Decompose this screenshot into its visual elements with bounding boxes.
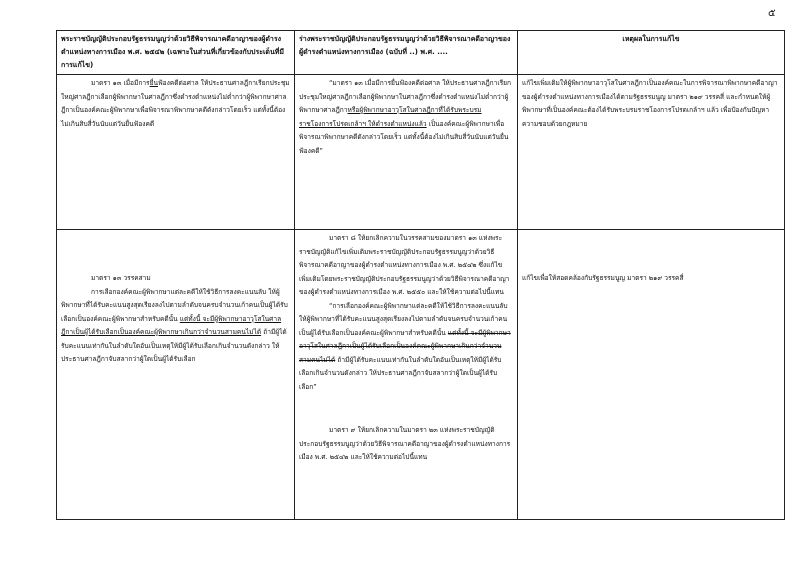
reason-1: แก้ไขเพิ่มเติมให้ผู้พิพากษาอาวุโสในศาลฎีกาเป็นองค์คณะในการพิจารณาพิพากษาคดีอาญาของผู้ดำรงตำแหน่งทางการเมืองได้ตามรัฐธรรมนูญ มาตรา ๒๑๙ วรรคสี่ และกำหนดให้ผู้พิพากษาที่เป็นองค์คณะต้องได้รับพระบรมราชโองการโปรดเกล้าฯ แล้ว เพื่อป้องกันปัญหาความชอบด้วยกฎหมาย	[522, 79, 778, 128]
text-span: มาตรา ๑๓ เมื่อมีการ	[91, 79, 150, 87]
spacer	[299, 394, 513, 424]
text-span: ฟ้องคดีต่อศาล ให้ประธานศาลฎีกาเรียกประชุมใหญ่ศาลฎีกาเลือกผู้พิพากษาในศาลฎีกาซึ่งดำรงตำแหน่งไม่ต่ำกว่าผู้พิพากษาศาลฎีกาเป็นองค์คณะผู้พิพากษาเพื่อพิจารณาพิพากษาคดีดังกล่าวโดยเร็ว แต่ทั้งนี้ต้องไม่เกินสิบสี่วันนับแต่วันยื่นฟ้องคดี	[61, 79, 290, 128]
current-section-13-para3	[61, 286, 290, 367]
reason-2: แก้ไขเพื่อให้สอดคล้องกับรัฐธรรมนูญ มาตรา ๒๑๙ วรรคสี่	[522, 274, 684, 282]
struck-text: แต่ทั้งนี้ จะมีผู้พิพากษาอาวุโสในศาลฎีกาเป็นผู้ได้รับเลือกเป็นองค์คณะผู้พิพากษาเกินกว่าจำนวนสามคนไม่ได้	[299, 328, 511, 364]
underlined-text: ยื่น	[149, 79, 158, 87]
page-number: ๕	[768, 8, 776, 19]
underlined-text: หรือผู้พิพากษาอาวุโสในศาลฎีกาที่ได้รับพระบรมราชโองการโปรดเกล้าฯ ให้ดำรงตำแหน่งแล้ว	[299, 106, 482, 128]
text-span: “มาตรา ๑๓ เมื่อมีการยื่นฟ้องคดีต่อศาล ให้ประธานศาลฎีกาเรียกประชุมใหญ่ศาลฎีกาเลือกผู้พิพากษาในศาลฎีกาซึ่งดำรงตำแหน่งไม่ต่ำกว่าผู้พิพากษาศาลฎีกา	[299, 79, 511, 114]
text-span: ถ้ามีผู้ได้รับคะแนนเท่ากันในลำดับใดอันเป็นเหตุให้มีผู้ได้รับเลือกเกินจำนวนดังกล่าว ให้ประธานศาลฎีกาจับสลากว่าผู้ใดเป็นผู้ได้รับเลือก”	[299, 355, 502, 391]
text-span: ถ้ามีผู้ได้รับคะแนนเท่ากันในลำดับใดอันเป็นเหตุให้มีผู้ได้รับเลือกเกินจำนวนดังกล่าว ให้ประธานศาลฎีกาจับสลากว่าผู้ใดเป็นผู้ได้รับเลือก	[61, 328, 287, 363]
draft-section-13-para3	[299, 300, 513, 395]
section-13-para3-row	[57, 230, 785, 520]
reason-cell	[518, 230, 785, 520]
current-law-cell	[57, 230, 295, 520]
section-13-row	[57, 75, 785, 230]
text-span: เป็นองค์คณะผู้พิพากษาเพื่อพิจารณาพิพากษาคดีดังกล่าวโดยเร็ว แต่ทั้งนี้ต้องไม่เกินสิบสี่วันนับแต่วันยื่นฟ้องคดี”	[299, 119, 509, 155]
underlined-text: แต่ทั้งนี้ จะมีผู้พิพากษาอาวุโสในศาลฎีกาเป็นผู้ได้รับเลือกเป็นองค์คณะผู้พิพากษาเกินกว่าจำนวนสามคนไม่ได้	[61, 314, 282, 336]
header-row	[57, 31, 785, 75]
draft-section-13	[299, 77, 513, 158]
current-section-13-para3-title: มาตรา ๑๓ วรรคสาม	[91, 274, 151, 282]
reason-cell	[518, 75, 785, 230]
spacer	[522, 232, 780, 272]
draft-law-cell	[295, 230, 518, 520]
current-law-cell	[57, 75, 295, 230]
header-draft-law: ร่างพระราชบัญญัติประกอบรัฐธรรมนูญว่าด้วยวิธีพิจารณาคดีอาญาของผู้ดำรงตำแหน่งทางการเมือง (ฉบับที่ ..) พ.ศ. ....	[295, 31, 518, 75]
text-span: “การเลือกองค์คณะผู้พิพากษาแต่ละคดีให้ใช้วิธีการลงคะแนนลับ ให้ผู้พิพากษาที่ได้รับคะแนนสูงสุดเรียงลงไปตามลำดับจนครบจำนวนเก้าคนเป็นผู้ได้รับเลือกเป็นองค์คณะผู้พิพากษาสำหรับคดีนั้น	[299, 301, 508, 337]
text-span: การเลือกองค์คณะผู้พิพากษาแต่ละคดีให้ใช้วิธีการลงคะแนนลับ ให้ผู้พิพากษาที่ได้รับคะแนนสูงสุดเรียงลงไปตามลำดับจนครบจำนวนเก้าคนเป็นผู้ได้รับเลือกเป็นองค์คณะผู้พิพากษาสำหรับคดีนั้น	[61, 287, 288, 323]
draft-section-8: มาตรา ๘ ให้ยกเลิกความในวรรคสามของมาตรา ๑๓ แห่งพระราชบัญญัติแก้ไขเพิ่มเติมพระราชบัญญัติประกอบรัฐธรรมนูญว่าด้วยวิธีพิจารณาคดีอาญาของผู้ดำรงตำแหน่งทางการเมือง พ.ศ. ๒๕๔๒ ซึ่งแก้ไขเพิ่มเติมโดยพระราชบัญญัติประกอบรัฐธรรมนูญว่าด้วยวิธีพิจารณาคดีอาญาของผู้ดำรงตำแหน่งทางการเมือง พ.ศ. ๒๕๕๐ และให้ใช้ความต่อไปนี้แทน	[299, 234, 510, 296]
spacer	[61, 232, 290, 272]
header-current-law: พระราชบัญญัติประกอบรัฐธรรมนูญว่าด้วยวิธีพิจารณาคดีอาญาของผู้ดำรงตำแหน่งทางการเมือง พ.ศ. ๒๕๔๒ (เฉพาะในส่วนที่เกี่ยวข้องกับประเด็นที่มีการแก้ไข)	[57, 31, 295, 75]
comparison-table	[56, 30, 785, 520]
header-reasons: เหตุผลในการแก้ไข	[518, 31, 785, 75]
current-section-13	[61, 77, 290, 131]
draft-law-cell	[295, 75, 518, 230]
draft-section-9: มาตรา ๙ ให้ยกเลิกความในมาตรา ๒๓ แห่งพระราชบัญญัติประกอบรัฐธรรมนูญว่าด้วยวิธีพิจารณาคดีอาญาของผู้ดำรงตำแหน่งทางการเมือง พ.ศ. ๒๕๔๒ และให้ใช้ความต่อไปนี้แทน	[299, 426, 511, 461]
